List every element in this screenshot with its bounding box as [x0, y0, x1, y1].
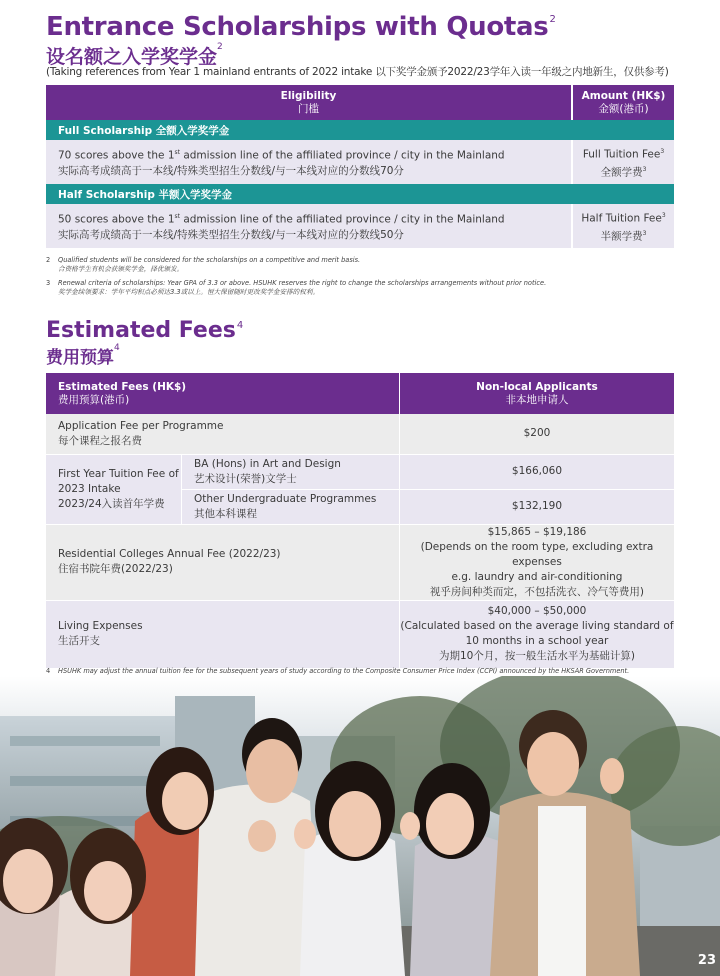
scholarships-title: Entrance Scholarships with Quotas$^2$ — [46, 12, 556, 42]
residential-label: Residential Colleges Annual Fee (2022/23) 住宿书院年费(2022/23) — [46, 524, 399, 600]
students-photo — [0, 676, 720, 976]
fees-table — [46, 373, 674, 669]
fees-header-right: Non-local Applicants 非本地申请人 — [399, 373, 674, 414]
table-row — [46, 204, 674, 248]
scholarships-subtitle: (Taking references from Year 1 mainland entrants of 2022 intake 以下奖学金颁予2022/23学年入读一年级之内地新生，仅供参考) — [46, 66, 669, 78]
living-label: Living Expenses 生活开支 — [46, 600, 399, 668]
app-fee-value: $200 — [399, 414, 674, 454]
fees-header-left: Estimated Fees (HK$) 费用预算(港币) — [46, 373, 399, 414]
other-value: $132,190 — [399, 489, 674, 524]
residential-value: $15,865 – $19,186 (Depends on the room type, excluding extra expenses e.g. laundry and air-conditioning 视乎房间种类而定，不包括洗衣、冷气等费用) — [399, 524, 674, 600]
footnote-3: 3 Renewal criteria of scholarships: Year GPA of 3.3 or above. HSUHK reserves the right to change the scholarships arrangements without prior notice. 奖学金续领要求：学年平均积点必须达3.3或以上。恒大保留随时更改奖学金安排的权利。 — [46, 279, 547, 296]
half-amount: Half Tuition Fee$^3$ 半额学费$^3$ — [572, 204, 674, 248]
table-row — [46, 414, 674, 454]
full-amount: Full Tuition Fee$^3$ 全额学费$^3$ — [572, 140, 674, 184]
half-criteria: 50 scores above the 1st admission line of the affiliated province / city in the Mainland 实际高考成绩高于一本线/特殊类型招生分数线/与一本线对应的分数线50分 — [58, 213, 505, 241]
fees-title: Estimated Fees$^4$ — [46, 318, 244, 343]
table-row — [46, 454, 674, 489]
footnote-2: 2 Qualified students will be considered for the scholarships on a competitive and merit basis. 合资格学生有机会获颁奖学金，择优颁发。 — [46, 256, 361, 273]
half-scholarship-band: Half Scholarship 半额入学奖学金 — [46, 184, 674, 204]
table-row — [46, 140, 674, 184]
amount-header: Amount (HK$) 金额(港币) — [572, 85, 674, 120]
fees-title-zh: 费用预算$^4$ — [46, 343, 120, 368]
other-label: Other Undergraduate Programmes 其他本科课程 — [182, 489, 400, 524]
tuition-label: First Year Tuition Fee of 2023 Intake 2023/24入读首年学费 — [46, 454, 182, 524]
full-scholarship-band: Full Scholarship 全额入学奖学金 — [46, 120, 674, 140]
full-criteria: 70 scores above the 1st admission line of the affiliated province / city in the Mainland 实际高考成绩高于一本线/特殊类型招生分数线/与一本线对应的分数线70分 — [58, 149, 505, 177]
app-fee-label: Application Fee per Programme 每个课程之报名费 — [46, 414, 399, 454]
eligibility-header: Eligibility 门槛 — [46, 85, 572, 120]
table-row — [46, 524, 674, 600]
page-number: 23 — [697, 953, 716, 968]
footnote-4: 4 HSUHK may adjust the annual tuition fee for the subsequent years of study according to the Composite Consumer Price Index (CCPI) announced by the HKSAR Government. — [46, 667, 630, 675]
ba-value: $166,060 — [399, 454, 674, 489]
ba-label: BA (Hons) in Art and Design 艺术设计(荣誉)文学士 — [182, 454, 400, 489]
scholarship-table — [46, 85, 674, 248]
table-row — [46, 600, 674, 668]
living-value: $40,000 – $50,000 (Calculated based on the average living standard of 10 months in a school year 为期10个月，按一般生活水平为基础计算) — [399, 600, 674, 668]
scholarships-title-zh: 设名额之入学奖学金$^2$ — [46, 42, 223, 68]
